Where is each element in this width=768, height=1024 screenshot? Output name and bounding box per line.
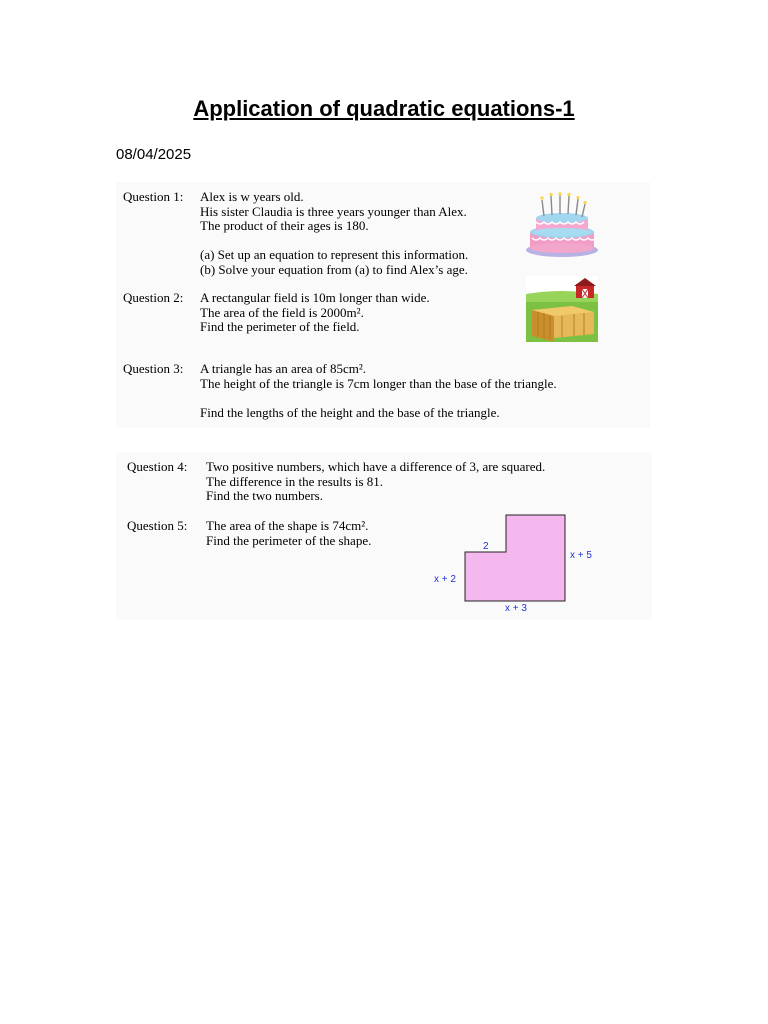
question-line: (b) Solve your equation from (a) to find Alex’s age. xyxy=(200,261,468,277)
question-line: The height of the triangle is 7cm longer than the base of the triangle. xyxy=(200,375,557,391)
question-text xyxy=(200,362,557,420)
question-line: Two positive numbers, which have a difference of 3, are squared. xyxy=(206,459,546,474)
shape-label-bottom: x + 3 xyxy=(505,603,527,614)
question-line: A rectangular field is 10m longer than wide. xyxy=(200,290,430,305)
question-text xyxy=(200,291,430,335)
l-shape-diagram xyxy=(464,514,568,604)
question-line: The area of the shape is 74cm². xyxy=(206,518,369,533)
worksheet-panel-2 xyxy=(116,452,652,620)
question-line xyxy=(200,391,557,406)
question-label: Question 3: xyxy=(123,361,184,376)
question-text xyxy=(206,460,545,504)
question-label: Question 1: xyxy=(123,189,184,204)
question-line xyxy=(200,234,468,249)
question-label: Question 5: xyxy=(127,518,188,533)
question-line: The area of the field is 2000m². xyxy=(200,304,364,320)
worksheet-panel-1 xyxy=(116,182,650,428)
question-text xyxy=(206,519,371,548)
question-line: The product of their ages is 180. xyxy=(200,218,369,234)
question-line: Find the two numbers. xyxy=(206,488,323,504)
shape-label-top: 2 xyxy=(483,541,489,552)
farm-hay-bale-icon xyxy=(526,276,598,342)
question-line: (a) Set up an equation to represent this information. xyxy=(200,247,469,263)
question-line: The difference in the results is 81. xyxy=(206,473,384,489)
question-line: A triangle has an area of 85cm². xyxy=(200,361,366,376)
shape-label-right: x + 5 xyxy=(570,550,592,561)
question-line: Find the lengths of the height and the base of the triangle. xyxy=(200,404,500,420)
question-line: Find the perimeter of the shape. xyxy=(206,532,372,548)
shape-label-left: x + 2 xyxy=(434,574,456,585)
question-text xyxy=(200,190,468,278)
l-shape xyxy=(465,515,565,601)
page-title: Application of quadratic equations-1 xyxy=(193,96,575,121)
question-label: Question 2: xyxy=(123,290,184,305)
question-label: Question 4: xyxy=(127,459,188,474)
question-line: Alex is w years old. xyxy=(200,189,304,204)
page-date: 08/04/2025 xyxy=(116,146,192,163)
question-line: Find the perimeter of the field. xyxy=(200,319,360,335)
birthday-cake-icon xyxy=(524,192,600,258)
question-line: His sister Claudia is three years younger than Alex. xyxy=(200,203,467,219)
